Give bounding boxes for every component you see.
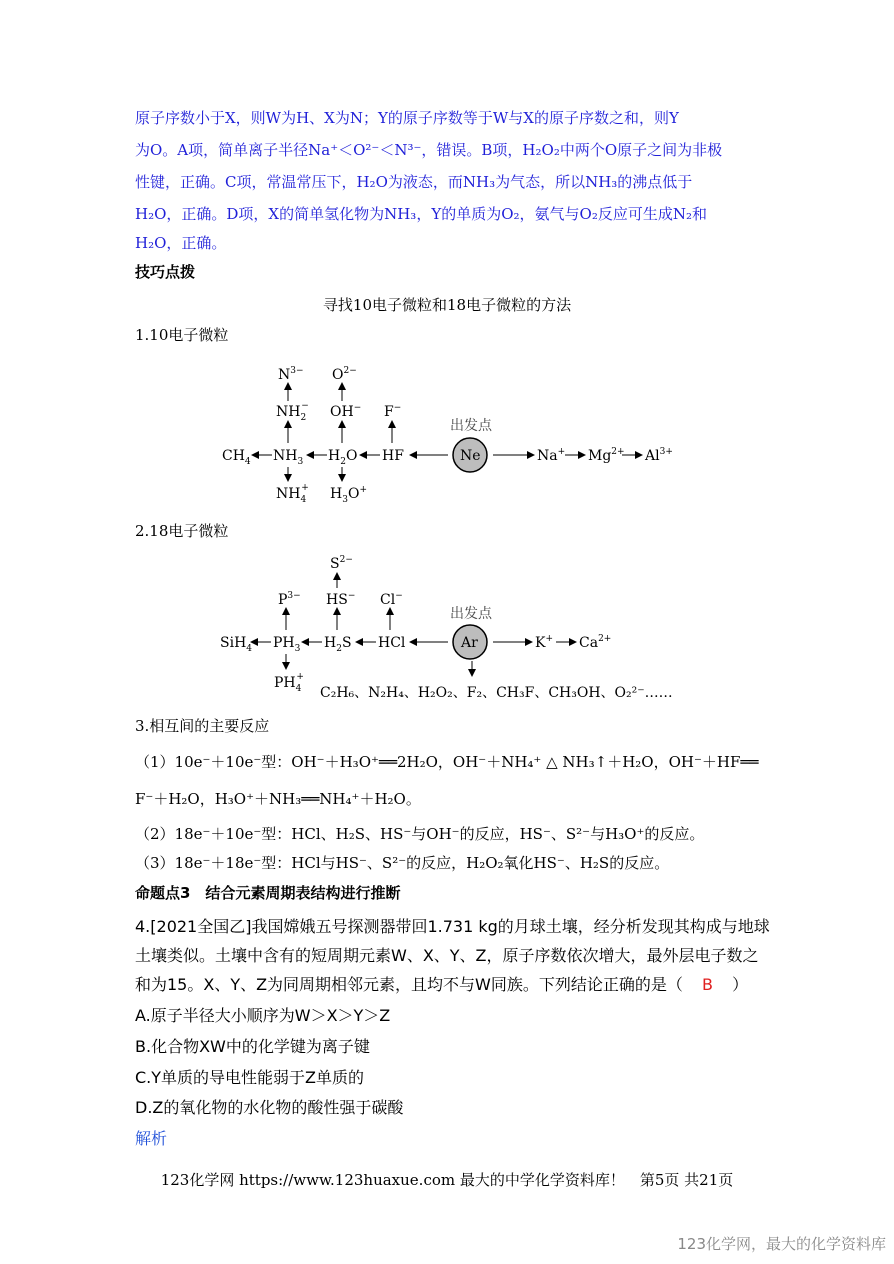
subheading-10e: 1.10电子微粒 (135, 326, 229, 344)
start-point-label-2: 出发点 (450, 606, 492, 622)
question-line-1: 4.[2021全国乙]我国嫦娥五号探测器带回1.731 kg的月球土壤，经分析发现其构成与地球 (135, 917, 770, 936)
option-a: A.原子半径大小顺序为W＞X＞Y＞Z (135, 1006, 391, 1025)
page-footer: 123化学网 https://www.123huaxue.com 最大的中学化学资料库！ 第5页 共21页 (160, 1171, 734, 1189)
option-c: C.Y单质的导电性能弱于Z单质的 (135, 1068, 364, 1087)
svg-text:OH−: OH− (330, 403, 362, 420)
svg-text:Mg2+: $Mg^{2+}$ (588, 447, 625, 464)
svg-text:P3−: $P^{3-}$ (278, 591, 301, 608)
svg-text:HCl: HCl (378, 635, 406, 651)
svg-text:H2O: $H_2O$ (328, 448, 358, 467)
tips-heading: 技巧点拨 (135, 263, 196, 281)
svg-text:CH4: $CH_4$ (222, 448, 251, 467)
ne-label: Ne (460, 448, 481, 464)
watermark: 123化学网，最大的化学资料库 (677, 1235, 886, 1253)
svg-text:HS−: HS− (326, 591, 356, 608)
solution-line-2: 为O。A项，简单离子半径Na⁺＜O²⁻＜N³⁻，错误。B项，H₂O₂中两个O原子之间为非极 (135, 141, 723, 159)
point-heading: 命题点3 结合元素周期表结构进行推断 (135, 884, 401, 902)
reaction-2: （2）18e⁻＋10e⁻型：HCl、H₂S、HS⁻与OH⁻的反应，HS⁻、S²⁻与H₃O⁺的反应。 (135, 825, 705, 843)
analysis-link[interactable]: 解析 (135, 1129, 168, 1148)
svg-text:PH3: $PH_3$ (273, 635, 301, 654)
svg-text:Cl−: Cl− (380, 591, 403, 608)
solution-line-5: H₂O，正确。 (135, 234, 227, 252)
question-line-3-text: 和为15。X、Y、Z为同周期相邻元素，且均不与W同族。下列结论正确的是（ (135, 975, 683, 994)
section-title: 寻找10电子微粒和18电子微粒的方法 (322, 296, 572, 314)
reaction-1b: F⁻＋H₂O，H₃O⁺＋NH₃══NH₄⁺＋H₂O。 (135, 790, 421, 808)
svg-text:Ca2+: $Ca^{2+}$ (579, 634, 612, 651)
svg-text:H2S: $H_2S$ (324, 635, 352, 654)
solution-line-3: 性键，正确。C项，常温常压下，H₂O为液态，而NH₃为气态，所以NH₃的沸点低于 (135, 173, 693, 191)
reaction-1a: （1）10e⁻＋10e⁻型：OH⁻＋H₃O⁺══2H₂O，OH⁻＋NH₄⁺ △ NH₃↑＋H₂O，OH⁻＋HF══ (135, 753, 759, 771)
svg-text:K+: K+ (535, 634, 554, 651)
svg-text:NH4+: $NH_4+$ (276, 483, 309, 505)
svg-text:O2−: $O^{2-}$ (332, 366, 357, 383)
svg-text:SiH4: SiH$_4$ (220, 635, 253, 654)
svg-text:PH4+: $PH_4+$ (274, 672, 304, 694)
option-b: B.化合物XW中的化学键为离子键 (135, 1037, 370, 1056)
subheading-18e: 2.18电子微粒 (135, 522, 229, 540)
start-point-label: 出发点 (450, 418, 492, 434)
question-line-3 (135, 975, 748, 995)
svg-text:S2−: $S^{2-}$ (330, 555, 353, 572)
svg-text:Al3+: $Al^{3+}$ (645, 447, 673, 464)
svg-text:H3O+: $H_3O^+$ (330, 485, 367, 505)
solution-line-4: H₂O，正确。D项，X的简单氢化物为NH₃，Y的单质为O₂，氨气与O₂反应可生成N₂和 (135, 205, 707, 223)
diagram-10-electron (210, 355, 700, 515)
svg-text:HF: HF (382, 448, 404, 464)
svg-text:N3−: $N^{3-}$ (278, 366, 304, 383)
question-line-3-end: ） (732, 975, 749, 994)
ar-label: Ar (461, 635, 478, 651)
option-d: D.Z的氧化物的水化物的酸性强于碳酸 (135, 1098, 404, 1117)
solution-line-1: 原子序数小于X，则W为H、X为N；Y的原子序数等于W与X的原子序数之和，则Y (135, 109, 679, 127)
subheading-reactions: 3.相互间的主要反应 (135, 717, 270, 735)
svg-text:NH2−: $NH_2-$ (276, 401, 309, 423)
bottom-list: C₂H₆、N₂H₄、H₂O₂、F₂、CH₃F、CH₃OH、O₂²⁻…… (320, 685, 673, 701)
answer-mark: B (701, 975, 713, 994)
question-line-2: 土壤类似。土壤中含有的短周期元素W、X、Y、Z，原子序数依次增大，最外层电子数之 (135, 946, 759, 965)
diagram-18-electron (210, 545, 700, 710)
svg-text:F−: F− (384, 403, 402, 420)
svg-text:NH3: $NH_3$ (273, 448, 304, 467)
svg-text:Na+: Na+ (537, 447, 566, 464)
reaction-3: （3）18e⁻＋18e⁻型：HCl与HS⁻、S²⁻的反应，H₂O₂氧化HS⁻、H₂S的反应。 (135, 854, 670, 872)
